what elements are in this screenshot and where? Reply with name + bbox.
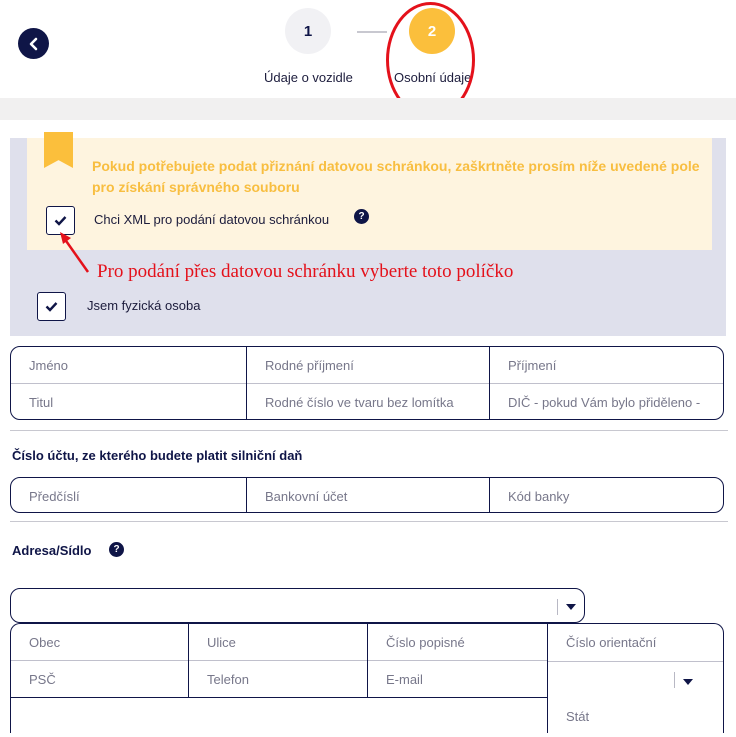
country-select[interactable]	[548, 661, 724, 733]
check-icon	[54, 215, 67, 226]
bank-code-field[interactable]: Kód banky	[508, 488, 570, 504]
stepper-connector	[357, 31, 387, 33]
back-button[interactable]	[18, 28, 49, 59]
account-heading: Číslo účtu, ze kterého budete platit silniční daň	[12, 448, 303, 463]
physical-person-label: Jsem fyzická osoba	[87, 298, 201, 313]
country-label: Stát	[566, 708, 590, 724]
street-field[interactable]: Ulice	[207, 634, 236, 650]
orientation-number-field[interactable]: Číslo orientační	[566, 634, 657, 650]
notice-text: Pokud potřebujete podat přiznání datovou schránkou, zaškrtněte prosím níže uvedené pole pro získání správného souboru	[92, 158, 700, 195]
header-separator	[0, 98, 736, 120]
address-grid	[10, 623, 724, 733]
account-grid	[10, 477, 724, 513]
phone-field[interactable]: Telefon	[207, 671, 249, 687]
account-prefix-field[interactable]: Předčíslí	[29, 488, 80, 504]
section-divider	[10, 430, 728, 431]
personal-grid	[10, 346, 724, 420]
house-number-field[interactable]: Číslo popisné	[386, 634, 465, 650]
email-field[interactable]: E-mail	[386, 671, 423, 687]
step-1-circle[interactable]: 1	[285, 8, 331, 54]
surname-field[interactable]: Příjmení	[508, 357, 557, 373]
step-2-circle[interactable]: 2	[409, 8, 455, 54]
title-field[interactable]: Titul	[29, 395, 54, 410]
section-divider	[10, 521, 728, 522]
birth-surname-field[interactable]: Rodné příjmení	[265, 357, 354, 373]
chevron-left-icon	[27, 37, 41, 51]
xml-checkbox-label: Chci XML pro podání datovou schránkou	[94, 212, 330, 227]
select-separator	[674, 672, 675, 688]
grid-bottom-edge	[11, 697, 547, 698]
annotation-text: Pro podání přes datovou schránku vyberte toto políčko	[97, 261, 514, 282]
first-name-field[interactable]: Jméno	[29, 357, 69, 373]
municipality-field[interactable]: Obec	[29, 634, 61, 650]
select-separator	[557, 599, 558, 615]
step-2-label: Osobní údaje	[394, 70, 472, 85]
physical-person-checkbox[interactable]	[37, 292, 66, 321]
birth-number-field[interactable]: Rodné číslo ve tvaru bez lomítka	[265, 395, 454, 410]
caret-down-icon	[683, 679, 693, 685]
zip-field[interactable]: PSČ	[29, 671, 56, 687]
address-select[interactable]	[10, 588, 585, 623]
dic-field[interactable]: DIČ - pokud Vám bylo přiděleno -	[508, 395, 701, 410]
address-heading: Adresa/Sídlo	[12, 543, 92, 558]
step-1-label: Údaje o vozidle	[264, 70, 353, 85]
bank-account-field[interactable]: Bankovní účet	[265, 488, 348, 504]
xml-checkbox[interactable]	[46, 206, 75, 235]
caret-down-icon	[566, 604, 576, 610]
check-icon	[45, 301, 58, 312]
question-icon[interactable]: ?	[109, 542, 124, 557]
question-icon[interactable]: ?	[354, 209, 369, 224]
